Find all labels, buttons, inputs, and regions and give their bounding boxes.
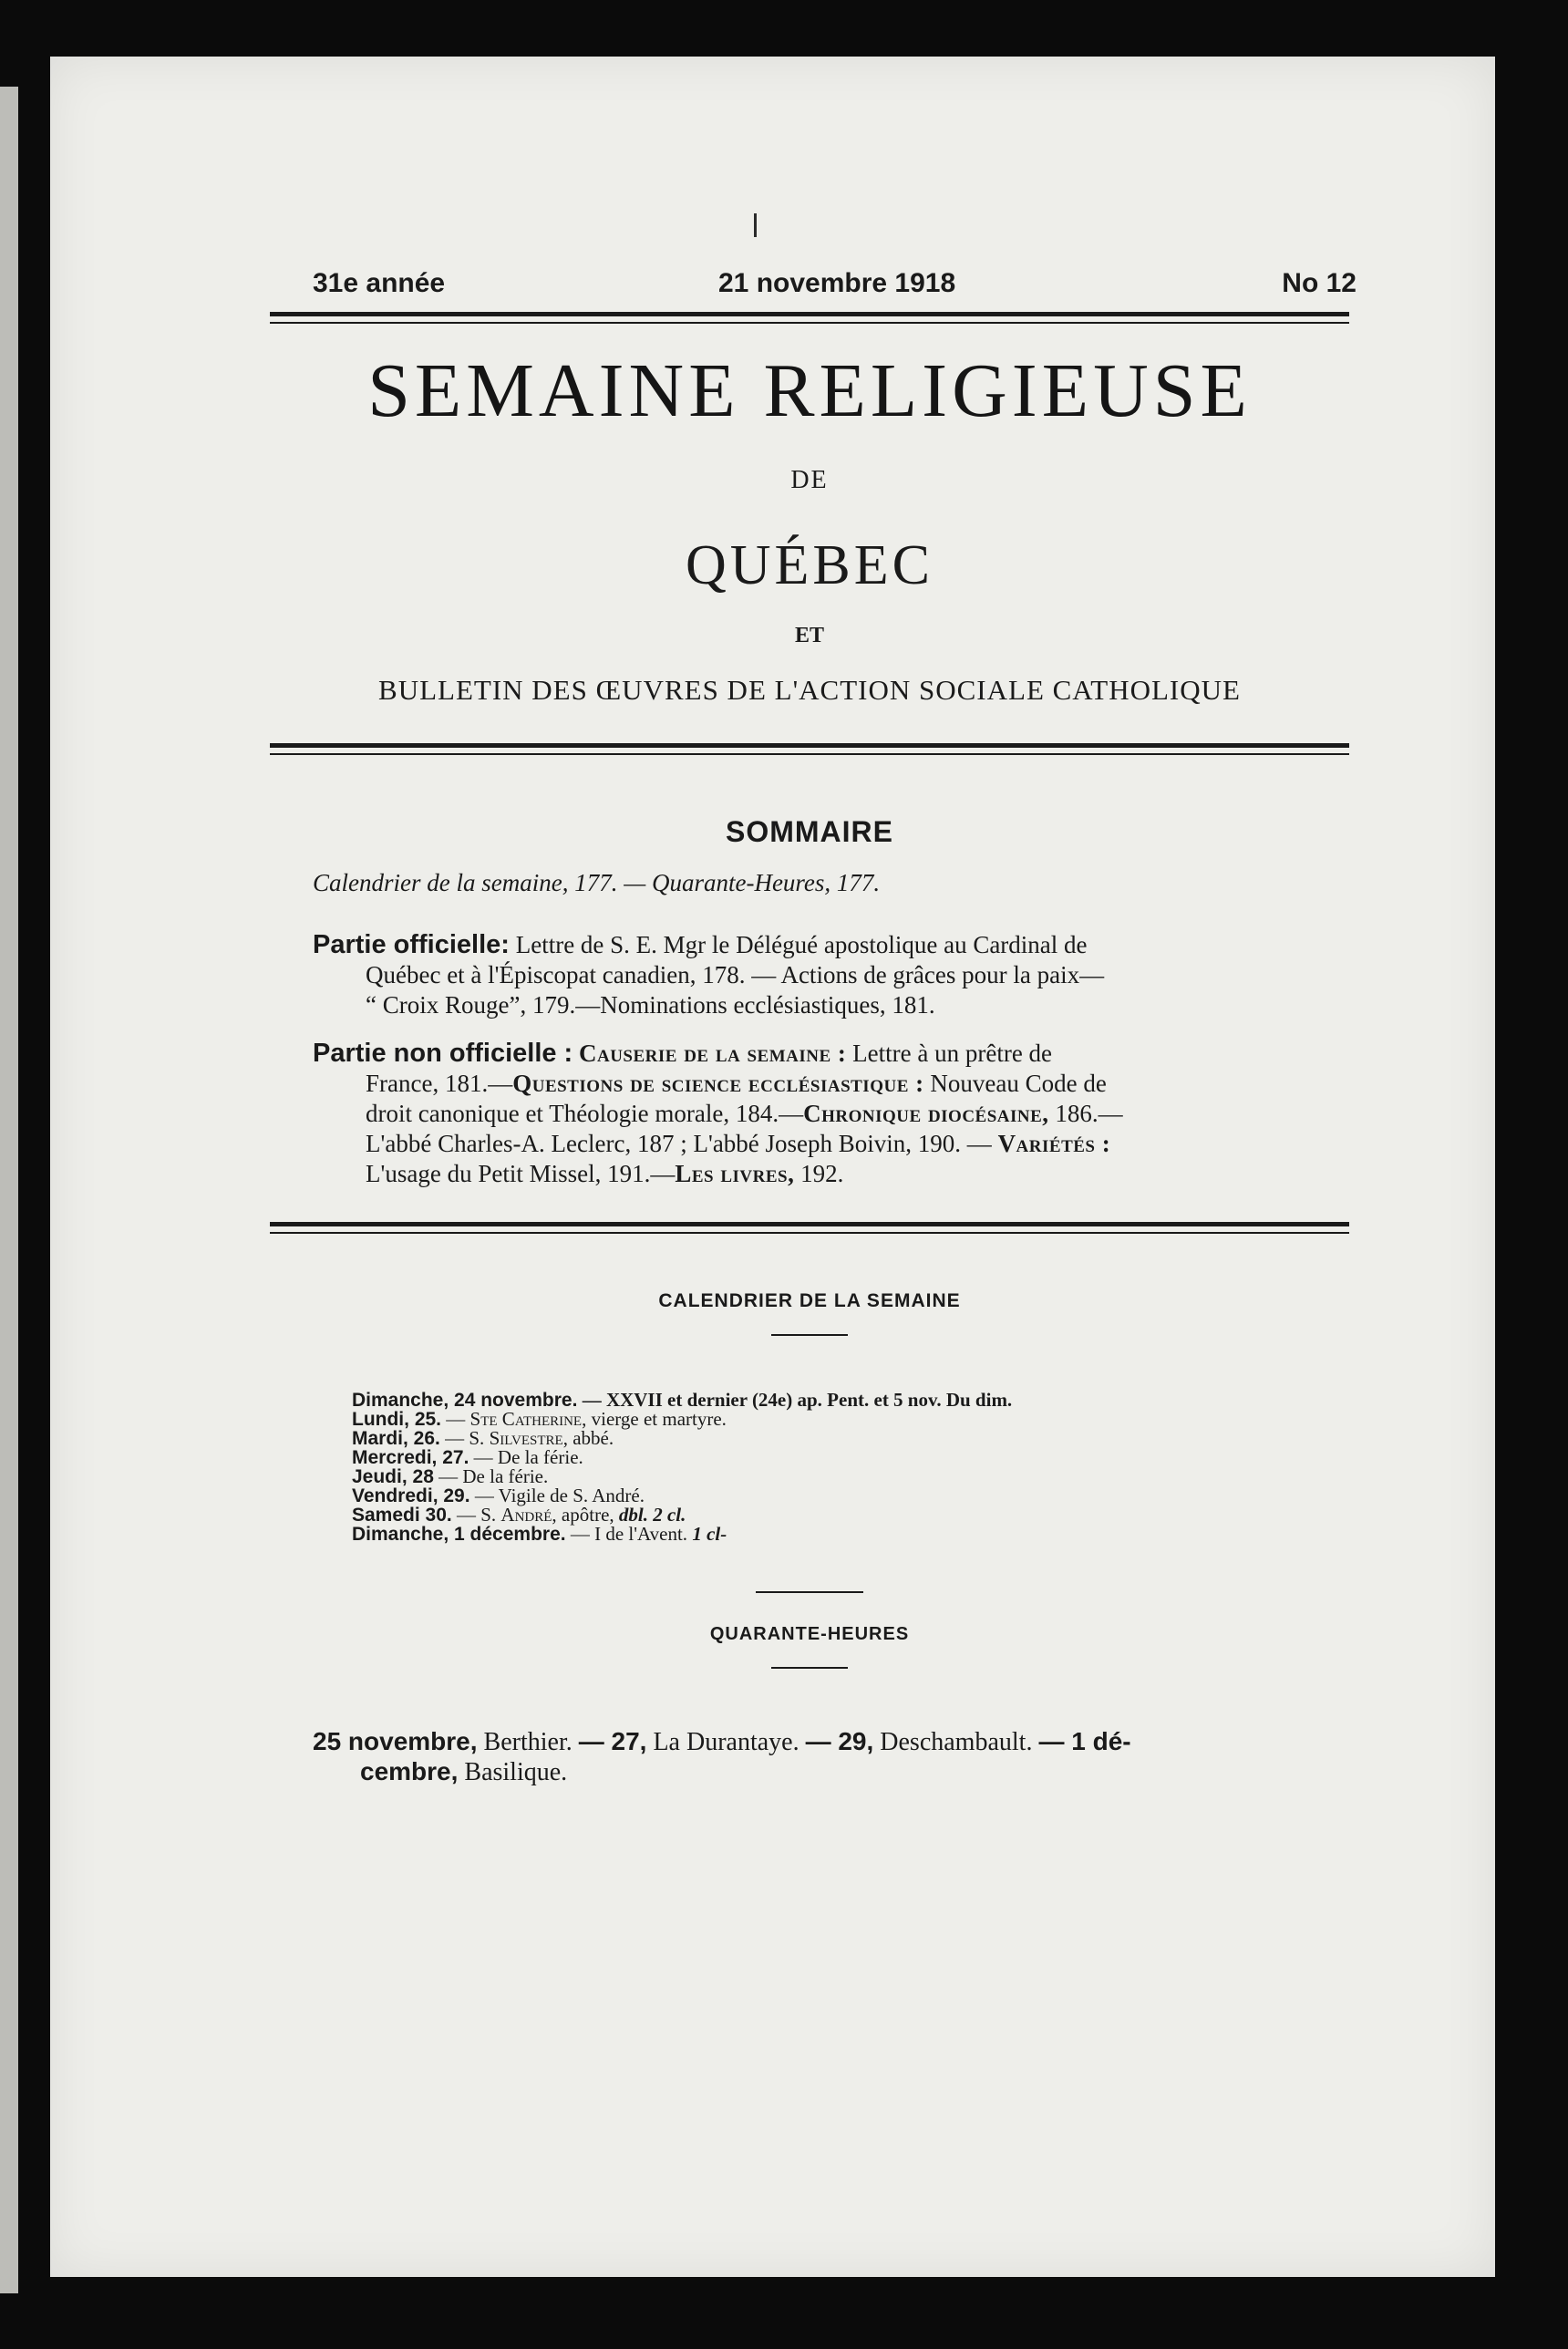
cal-entry	[352, 1429, 1357, 1448]
masthead-rule	[270, 743, 1349, 755]
line-e1: L'usage du Petit Missel, 191.—	[366, 1160, 676, 1187]
cal-day: Dimanche, 1 décembre.	[352, 1524, 566, 1545]
livres-heading: Les livres,	[675, 1160, 795, 1187]
partie-officielle-line1: Lettre de S. E. Mgr le Délégué apostolique au Cardinal de	[515, 931, 1088, 958]
sommaire-heading: SOMMAIRE	[726, 815, 893, 848]
partie-officielle-line2: Québec et à l'Épiscopat canadien, 178. — Actions de grâces pour la paix—	[366, 961, 1105, 988]
line-b1: France, 181.—	[366, 1070, 513, 1097]
cal-day: Mardi, 26.	[352, 1428, 440, 1449]
cal-saint: Silvestre,	[489, 1427, 568, 1449]
cal-rest: abbé.	[567, 1427, 614, 1449]
line-e3: 192.	[800, 1160, 844, 1187]
page-content	[263, 257, 1357, 1787]
cal-entry	[352, 1486, 1357, 1506]
document-page	[50, 57, 1495, 2277]
cal-text: —	[441, 1408, 470, 1430]
issue-date: 21 novembre 1918	[718, 268, 956, 298]
cal-text: — De la férie.	[433, 1465, 549, 1487]
header-rule	[270, 312, 1349, 324]
issue-number: No 12	[1282, 268, 1357, 298]
cal-saint: Ste Catherine,	[469, 1408, 587, 1430]
issue-year: 31e année	[313, 268, 446, 298]
line-c3: 186.—	[1055, 1100, 1123, 1127]
quarante-text	[263, 1727, 1357, 1787]
cal-entry	[352, 1506, 1357, 1525]
cal-rest: apôtre,	[556, 1504, 619, 1526]
cal-rank: 1 cl-	[692, 1523, 727, 1545]
cal-rest: vierge et martyre.	[586, 1408, 727, 1430]
qh-place-1: Berthier.	[477, 1728, 579, 1756]
qh-place-2: La Durantaye.	[646, 1728, 806, 1756]
line-d1: L'abbé Charles-A. Leclerc, 187 ; L'abbé Joseph Boivin, 190. —	[366, 1130, 992, 1157]
cal-day: Dimanche, 24 novembre.	[352, 1390, 578, 1411]
title-de: DE	[790, 466, 829, 494]
cal-entry	[352, 1525, 1357, 1544]
title-et: ET	[794, 624, 824, 647]
partie-non-officielle-label: Partie non officielle :	[313, 1039, 573, 1068]
cal-text: — XXVII et dernier (24e) ap. Pent. et 5 nov. Du dim.	[577, 1389, 1013, 1411]
qh-place-3: Deschambault.	[873, 1728, 1039, 1756]
cal-day: Mercredi, 27.	[352, 1447, 469, 1468]
cal-day: Lundi, 25.	[352, 1409, 442, 1430]
cal-rank: dbl. 2 cl.	[618, 1504, 686, 1526]
issue-meta-row	[263, 257, 1357, 312]
bulletin-subtitle: BULLETIN DES ŒUVRES DE L'ACTION SOCIALE CATHOLIQUE	[378, 674, 1241, 706]
print-speck	[754, 213, 757, 237]
adjacent-page-edge	[0, 87, 18, 2293]
partie-officielle-line3: “ Croix Rouge”, 179.—Nominations ecclésiastiques, 181.	[366, 991, 935, 1019]
cal-day: Vendredi, 29.	[352, 1485, 470, 1506]
publication-title: SEMAINE RELIGIEUSE	[367, 348, 1252, 433]
qh-date-3: — 29,	[805, 1727, 874, 1755]
quarante-rule-top	[756, 1591, 863, 1593]
cal-entry	[352, 1391, 1357, 1410]
questions-heading: Questions de science ecclésiastique :	[512, 1070, 924, 1097]
causerie-heading: Causerie de la semaine :	[578, 1040, 847, 1067]
cal-day: Samedi 30.	[352, 1505, 452, 1526]
causerie-text: Lettre à un prêtre de	[852, 1040, 1053, 1067]
quarante-rule-bottom	[771, 1667, 848, 1669]
qh-date-2: — 27,	[578, 1727, 647, 1755]
publication-city: QUÉBEC	[686, 534, 934, 596]
cal-entry	[352, 1410, 1357, 1429]
sommaire-rule	[270, 1222, 1349, 1234]
qh-date-1: 25 novembre,	[313, 1727, 478, 1755]
sommaire-calendar-line: Calendrier de la semaine, 177. — Quarante-Heures, 177.	[313, 869, 881, 896]
cal-day: Jeudi, 28	[352, 1466, 434, 1487]
cal-text: — S.	[439, 1427, 490, 1449]
cal-text: — S.	[451, 1504, 501, 1526]
varietes-heading: Variétés :	[997, 1130, 1111, 1157]
cal-entry	[352, 1467, 1357, 1486]
line-c1: droit canonique et Théologie morale, 184.—	[366, 1100, 804, 1127]
calendrier-short-rule	[771, 1334, 848, 1336]
partie-officielle	[263, 930, 1357, 1020]
line-b3: Nouveau Code de	[930, 1070, 1107, 1097]
partie-officielle-label: Partie officielle:	[313, 930, 510, 959]
qh-date-4b: cembre,	[360, 1757, 459, 1785]
cal-text: — De la férie.	[469, 1446, 583, 1468]
cal-text: — Vigile de S. André.	[469, 1485, 645, 1506]
calendrier-heading: CALENDRIER DE LA SEMAINE	[658, 1290, 961, 1311]
qh-place-4: Basilique.	[458, 1758, 568, 1786]
qh-date-4: — 1 dé-	[1038, 1727, 1131, 1755]
quarante-heading: QUARANTE-HEURES	[709, 1624, 910, 1644]
calendrier-list	[263, 1391, 1357, 1544]
partie-non-officielle	[263, 1039, 1357, 1189]
cal-text: — I de l'Avent.	[565, 1523, 693, 1545]
cal-saint: André,	[500, 1504, 557, 1526]
cal-entry	[352, 1448, 1357, 1467]
chronique-heading: Chronique diocésaine,	[803, 1100, 1049, 1127]
